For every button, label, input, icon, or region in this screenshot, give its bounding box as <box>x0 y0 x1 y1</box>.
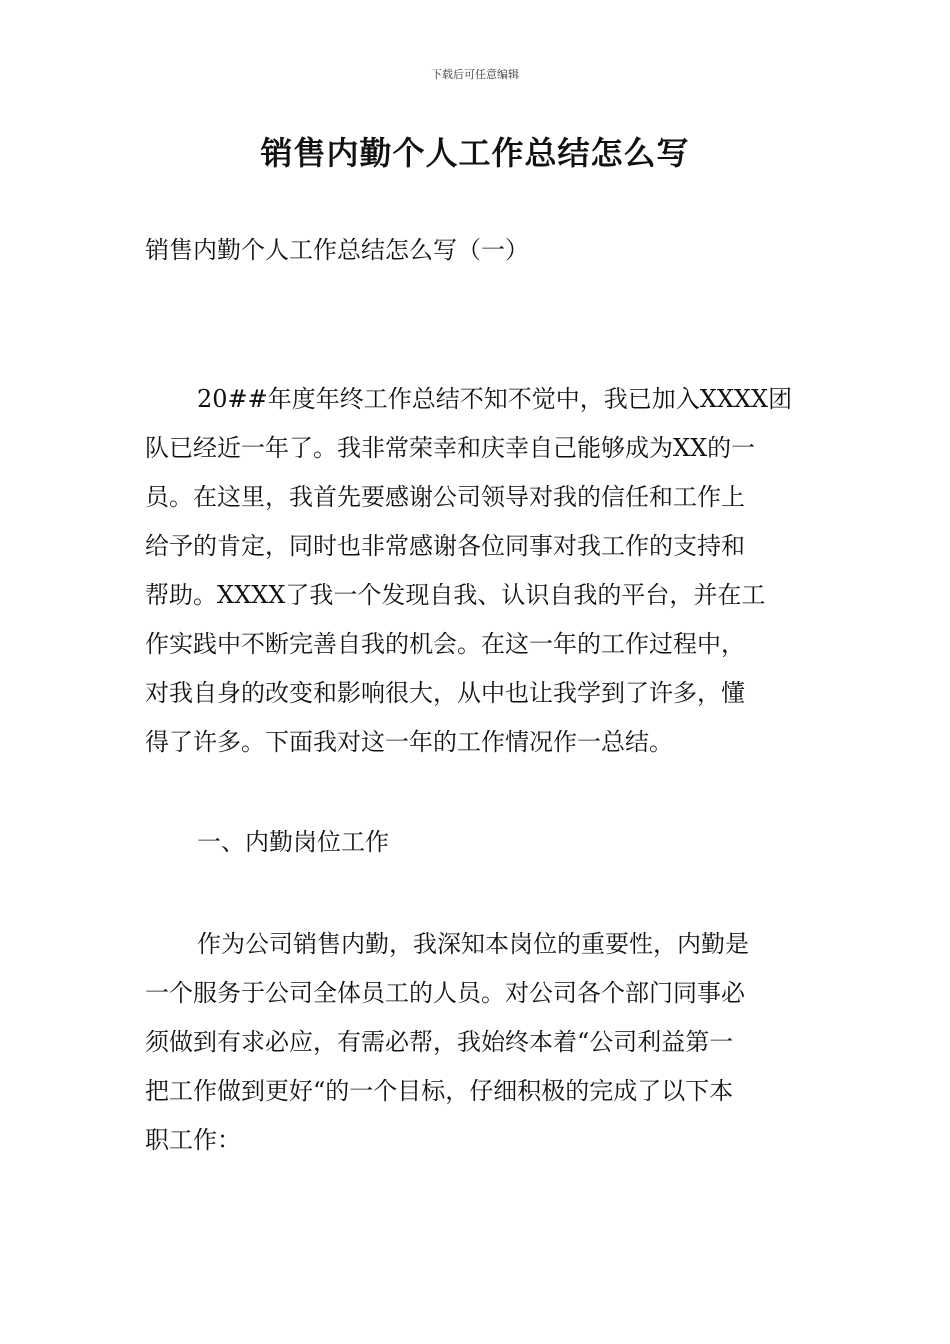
paragraph-line: 对我自身的改变和影响很大，从中也让我学到了许多，懂 <box>145 679 745 707</box>
paragraph-line: 把工作做到更好“的一个目标，仔细积极的完成了以下本 <box>145 1077 734 1105</box>
paragraph-line: 职工作： <box>145 1126 241 1154</box>
paragraph-line: 队已经近一年了。我非常荣幸和庆幸自己能够成为XX的一 <box>145 434 756 462</box>
document-subtitle: 销售内勤个人工作总结怎么写（一） <box>145 236 529 264</box>
paragraph-line: 须做到有求必应，有需必帮，我始终本着“公司利益第一 <box>145 1028 734 1056</box>
paragraph-intro <box>145 375 805 767</box>
paragraph-line: 得了许多。下面我对这一年的工作情况作一总结。 <box>145 728 673 756</box>
paragraph-line: 帮助。XXXX了我一个发现自我、认识自我的平台，并在工 <box>145 581 766 609</box>
header-note: 下载后可任意编辑 <box>431 68 519 81</box>
paragraph-duties <box>145 920 805 1165</box>
section-heading: 一、内勤岗位工作 <box>197 828 389 856</box>
paragraph-line: 给予的肯定，同时也非常感谢各位同事对我工作的支持和 <box>145 532 745 560</box>
paragraph-line: 作实践中不断完善自我的机会。在这一年的工作过程中， <box>145 630 745 658</box>
paragraph-line: 员。在这里，我首先要感谢公司领导对我的信任和工作上 <box>145 483 745 511</box>
paragraph-line: 20##年度年终工作总结不知不觉中，我已加入XXXX团 <box>197 385 793 413</box>
paragraph-line: 作为公司销售内勤，我深知本岗位的重要性，内勤是 <box>197 930 749 958</box>
paragraph-line: 一个服务于公司全体员工的人员。对公司各个部门同事必 <box>145 979 745 1007</box>
document-title: 销售内勤个人工作总结怎么写 <box>260 134 690 172</box>
